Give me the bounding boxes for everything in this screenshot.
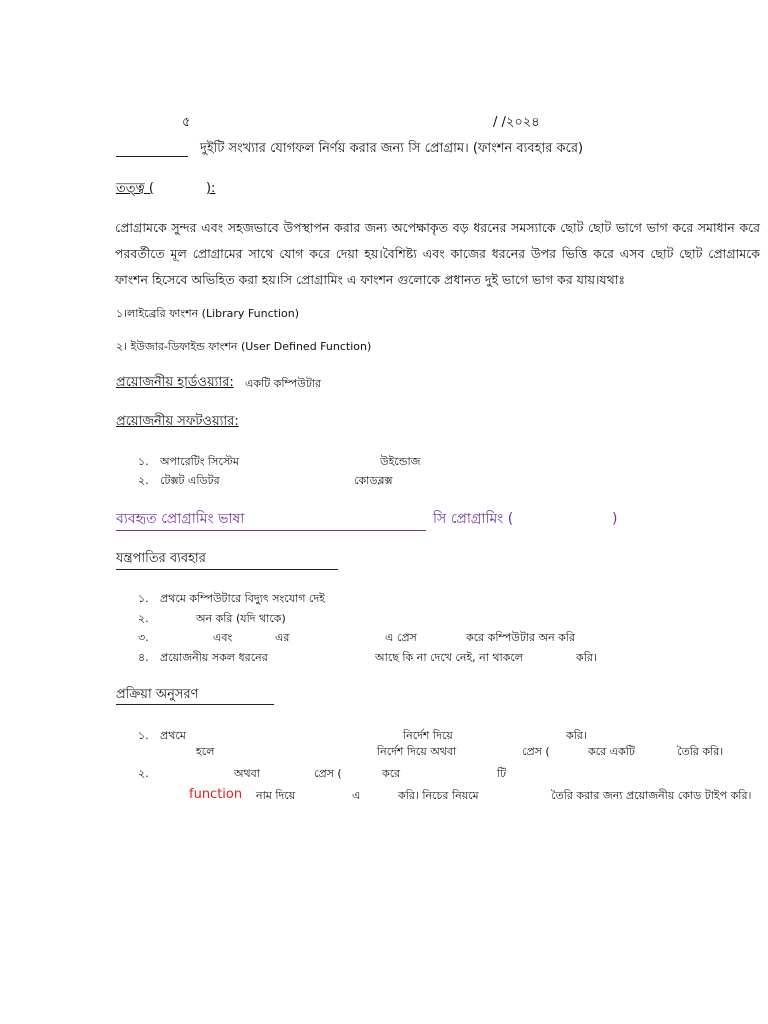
procedure-heading: প্রক্রিয়া অনুসরণ [116, 687, 199, 702]
software-item-2-name: টেক্সট এডিটর [160, 474, 220, 487]
theory-paragraph: প্রোগ্রামকে সুন্দর এবং সহজভাবে উপস্থাপন করার জন্য অপেক্ষাকৃত বড় ধরনের সমস্যাকে ছোট ছোট ভাগে ভাগ করে সমাধান করে পরবর্তীতে মূল প্রোগ্রামের সাথে যোগ করে দেয়া হয়।বৈশিষ্ট্য এবং কাজের ধরনের উপর ভিত্তি করে এসব ছোট ছোট প্রোগ্রামকে ফাংশন হিসেবে অভিহিত করা হয়।সি প্রোগ্রামিং এ ফাংশন গুলোকে প্রধানত দুই ভাগে ভাগ কর যায়।যথাঃ [115, 220, 760, 287]
procedure-step-2-l2-part-2: এ [352, 789, 361, 802]
procedure-step-1-l1-part-2: নির্দেশ দিয়ে [403, 729, 453, 742]
function-type-user-defined [116, 341, 371, 352]
experiment-title: দুইটি সংখ্যার যোগফল নির্ণয় করার জন্য সি প্রোগ্রাম। (ফাংশন ব্যবহার করে) [200, 141, 584, 156]
equipment-item-3-part-2: এর [275, 631, 290, 644]
equipment-heading-underline [116, 569, 338, 570]
procedure-heading-underline [116, 704, 274, 705]
equipment-item-2-text: অন করি (যদি থাকে) [196, 612, 286, 625]
software-item-1-name: অপারেটিং সিস্টেম [160, 455, 239, 468]
language-underline [116, 530, 426, 531]
procedure-step-2-l2-part-1: নাম দিয়ে [256, 789, 296, 802]
procedure-step-1-l2-part-5: তৈরি করি। [677, 745, 724, 758]
equipment-item-1-text: প্রথমে কম্পিউটারে বিদ্যুৎ সংযোগ দেই [160, 592, 325, 605]
hardware-value: একটি কম্পিউটার [245, 377, 322, 390]
procedure-step-1-num: ১. [138, 729, 149, 742]
procedure-step-1-l2-part-2: নির্দেশ দিয়ে অথবা [377, 745, 457, 758]
procedure-step-1-l2-part-4: করে একটি [588, 745, 635, 758]
procedure-step-2-l1-part-4: টি [497, 767, 507, 780]
procedure-step-1-l1-part-1: প্রথমে [160, 729, 186, 742]
function-type-library-bn: ১।লাইব্রেরি ফাংশন [116, 307, 199, 320]
language-value: সি প্রোগ্রামিং ( [433, 511, 514, 527]
equipment-item-3-part-4: করে কম্পিউটার অন করি [466, 631, 576, 644]
software-item-2-value: কোডব্লক্স [354, 474, 393, 487]
equipment-item-2-num: ২. [138, 612, 149, 625]
equipment-item-3-part-1: এবং [213, 631, 233, 644]
hardware-label: প্রয়োজনীয় হার্ডওয়্যার: [116, 375, 234, 390]
theory-heading-label: তত্ত্ব ( [116, 181, 154, 196]
software-label: প্রয়োজনীয় সফটওয়্যার: [116, 414, 239, 429]
theory-heading-end: ): [205, 181, 216, 196]
equipment-item-4-part-1: প্রয়োজনীয় সকল ধরনের [160, 651, 268, 664]
function-keyword: function [189, 787, 243, 802]
procedure-step-1-l2-part-1: হলে [196, 745, 215, 758]
title-blank-line [116, 156, 188, 157]
language-label: ব্যবহৃত প্রোগ্রামিং ভাষা [116, 511, 245, 527]
function-type-library-en: (Library Function) [201, 307, 300, 320]
equipment-item-3-num: ৩. [138, 631, 149, 644]
equipment-heading: যন্ত্রপাতির ব্যবহার [116, 551, 206, 566]
software-item-2-num: ২. [138, 474, 149, 487]
function-type-user-bn: ২। ইউজার-ডিফাইন্ড ফাংশন [116, 340, 238, 353]
equipment-item-1-num: ১. [138, 592, 149, 605]
procedure-step-2-l1-part-3: করে [382, 767, 401, 780]
function-type-library [116, 308, 299, 319]
procedure-step-1-l1-part-3: করি। [566, 729, 587, 742]
function-type-user-en: (User Defined Function) [240, 340, 372, 353]
procedure-step-2-l2-part-4: তৈরি করার জন্য প্রয়োজনীয় কোড টাইপ করি। [551, 789, 752, 802]
software-item-1-num: ১. [138, 455, 149, 468]
equipment-item-4-num: ৪. [138, 651, 149, 664]
experiment-number: ৫ [182, 115, 191, 130]
experiment-date: / /২০২৪ [493, 115, 540, 130]
procedure-step-2-l1-part-1: অথবা [234, 767, 260, 780]
equipment-item-3-part-3: এ প্রেস [385, 631, 417, 644]
procedure-step-2-num: ২. [138, 767, 149, 780]
language-value-end: ) [612, 511, 618, 527]
software-item-1-value: উইন্ডোজ [380, 455, 421, 468]
procedure-step-2-l1-part-2: প্রেস ( [314, 767, 342, 780]
theory-heading [116, 182, 215, 195]
procedure-step-2-l2-part-3: করি। নিচের নিয়মে [398, 789, 479, 802]
procedure-step-1-l2-part-3: প্রেস ( [522, 745, 550, 758]
equipment-item-4-part-2: আছে কি না দেখে নেই, না থাকলে [375, 651, 524, 664]
equipment-item-4-part-3: করি। [576, 651, 597, 664]
